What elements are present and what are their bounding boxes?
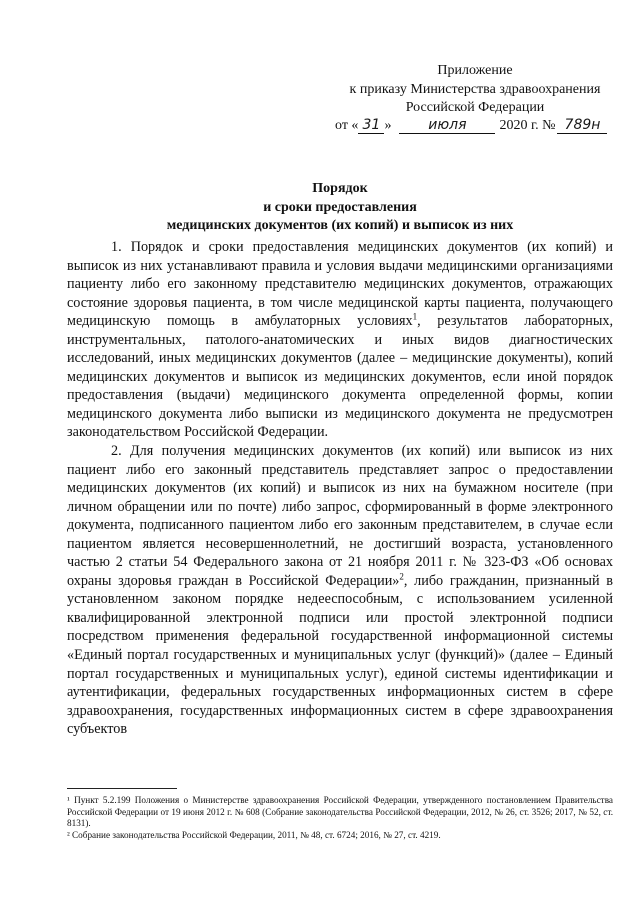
paragraph-1: [67, 238, 613, 442]
appendix-title: Приложение: [437, 63, 513, 78]
title-line-3: медицинских документов (их копий) и выписок из них: [166, 218, 514, 233]
order-date-mid: »: [384, 118, 392, 133]
appendix-order-reference: к приказу Министерства здравоохранения: [349, 81, 601, 97]
order-day: 31: [358, 117, 384, 134]
footnote-ref-2: 2: [399, 571, 404, 582]
footnote-2: ² Собрание законодательства Российской Федерации, 2011, № 48, ст. 6724; 2016, № 27, ст. 4219.: [67, 829, 441, 840]
document-body: [67, 238, 613, 739]
paragraph-2: [67, 442, 613, 739]
order-date-prefix: от «: [335, 118, 359, 133]
paragraph-2-text-a: 2. Для получения медицинских документов (их копий) или выписок из них пациент либо его законный представитель представляет запрос о предоставлении медицинских документов (их копий) и выписок из них на бумажном носителе (при личном обращении или по почте) либо запрос, сформированный в форме электронного документа, подписанного пациентом либо его законным представителем, в случае если пациентом является несовершеннолетний, не достигший возраста, установленного частью 2 статьи 54 Федерального закона от 21 ноября 2011 г. № 323-ФЗ «Об основах охраны здоровья граждан в Российской Федерации»: [67, 443, 613, 589]
paragraph-1-text-b: , результатов лабораторных, инструментальных, патолого-анатомических и иных видов диагностических исследований, иных медицинских документов (далее – медицинские документы), копий медицинских документов и выписок из медицинских документов, если иной порядок предоставления (выдачи) медицинского документа определенной формы, копии медицинского документа либо выписки из медицинского документа не предусмотрен законодательством Российской Федерации.: [67, 313, 613, 441]
title-line-1: Порядок: [312, 181, 368, 196]
appendix-country: Российской Федерации: [405, 100, 545, 115]
footnote-divider: [67, 788, 177, 789]
document-title: [80, 180, 600, 236]
appendix-header: [330, 62, 620, 118]
paragraph-2-text-b: , либо гражданин, признанный в установленном законом порядке недееспособным, с использованием усиленной квалифицированной электронной подписи или простой электронной подписи посредством применения федеральной государственной информационной системы «Единый портал государственных и муниципальных услуг (функций)» (далее – Единый портал государственных и муниципальных услуг), единой системы идентификации и аутентификации, федеральных государственных информационных систем в сфере здравоохранения, государственных информационных систем в сфере здравоохранения субъектов: [67, 572, 613, 738]
footnote-1: ¹ Пункт 5.2.199 Положения о Министерстве здравоохранения Российской Федерации, утвержденного постановлением Правительства Российской Федерации от 19 июня 2012 г. № 608 (Собрание законодательства Российской Федерации, 2012, № 26, ст. 3526; 2017, № 52, ст. 8131).: [67, 795, 613, 829]
title-line-2: и сроки предоставления: [263, 199, 417, 215]
footnote-ref-1: 1: [412, 311, 418, 322]
order-year: 2020 г. №: [499, 118, 556, 133]
order-month: июля: [399, 117, 495, 134]
order-number: 789н: [557, 117, 607, 134]
footnotes: [67, 795, 613, 841]
order-date-line: [335, 117, 635, 134]
paragraph-1-text-a: 1. Порядок и сроки предоставления медицинских документов (их копий) и выписок из них устанавливают правила и условия выдачи медицинскими организациями пациенту либо его законному представителю медицинских документов, отражающих состояние здоровья пациента, в том числе медицинской карты пациента, получающего медицинскую помощь в амбулаторных условиях: [67, 239, 613, 330]
